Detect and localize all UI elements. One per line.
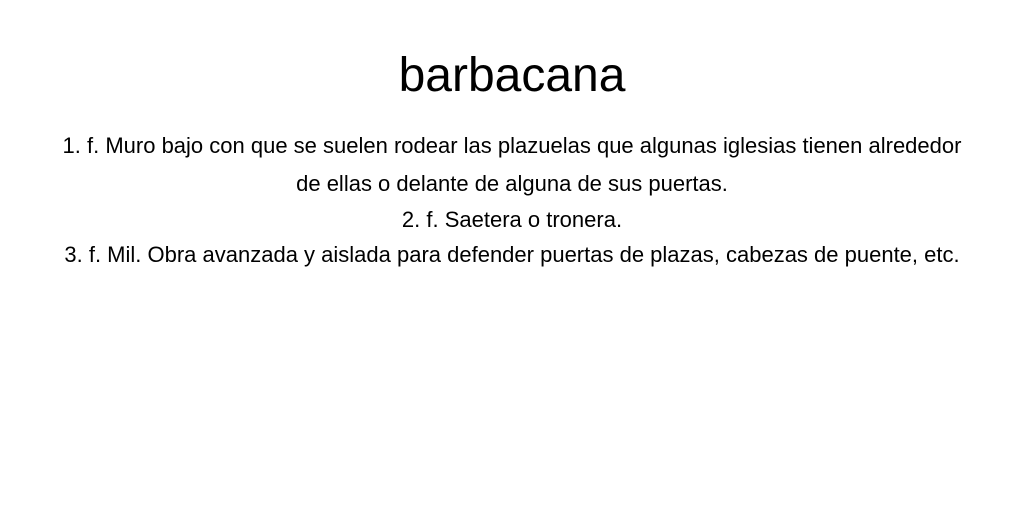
definition-3: 3. f. Mil. Obra avanzada y aislada para defender puertas de plazas, cabezas de puente, etc.	[64, 242, 960, 267]
definition-2: 2. f. Saetera o tronera.	[401, 207, 623, 232]
headword: barbacana	[398, 49, 626, 102]
definition-list	[62, 127, 962, 274]
definition-1: 1. f. Muro bajo con que se suelen rodear las plazuelas que algunas iglesias tienen alrededor de ellas o delante de alguna de sus puertas.	[62, 133, 962, 196]
